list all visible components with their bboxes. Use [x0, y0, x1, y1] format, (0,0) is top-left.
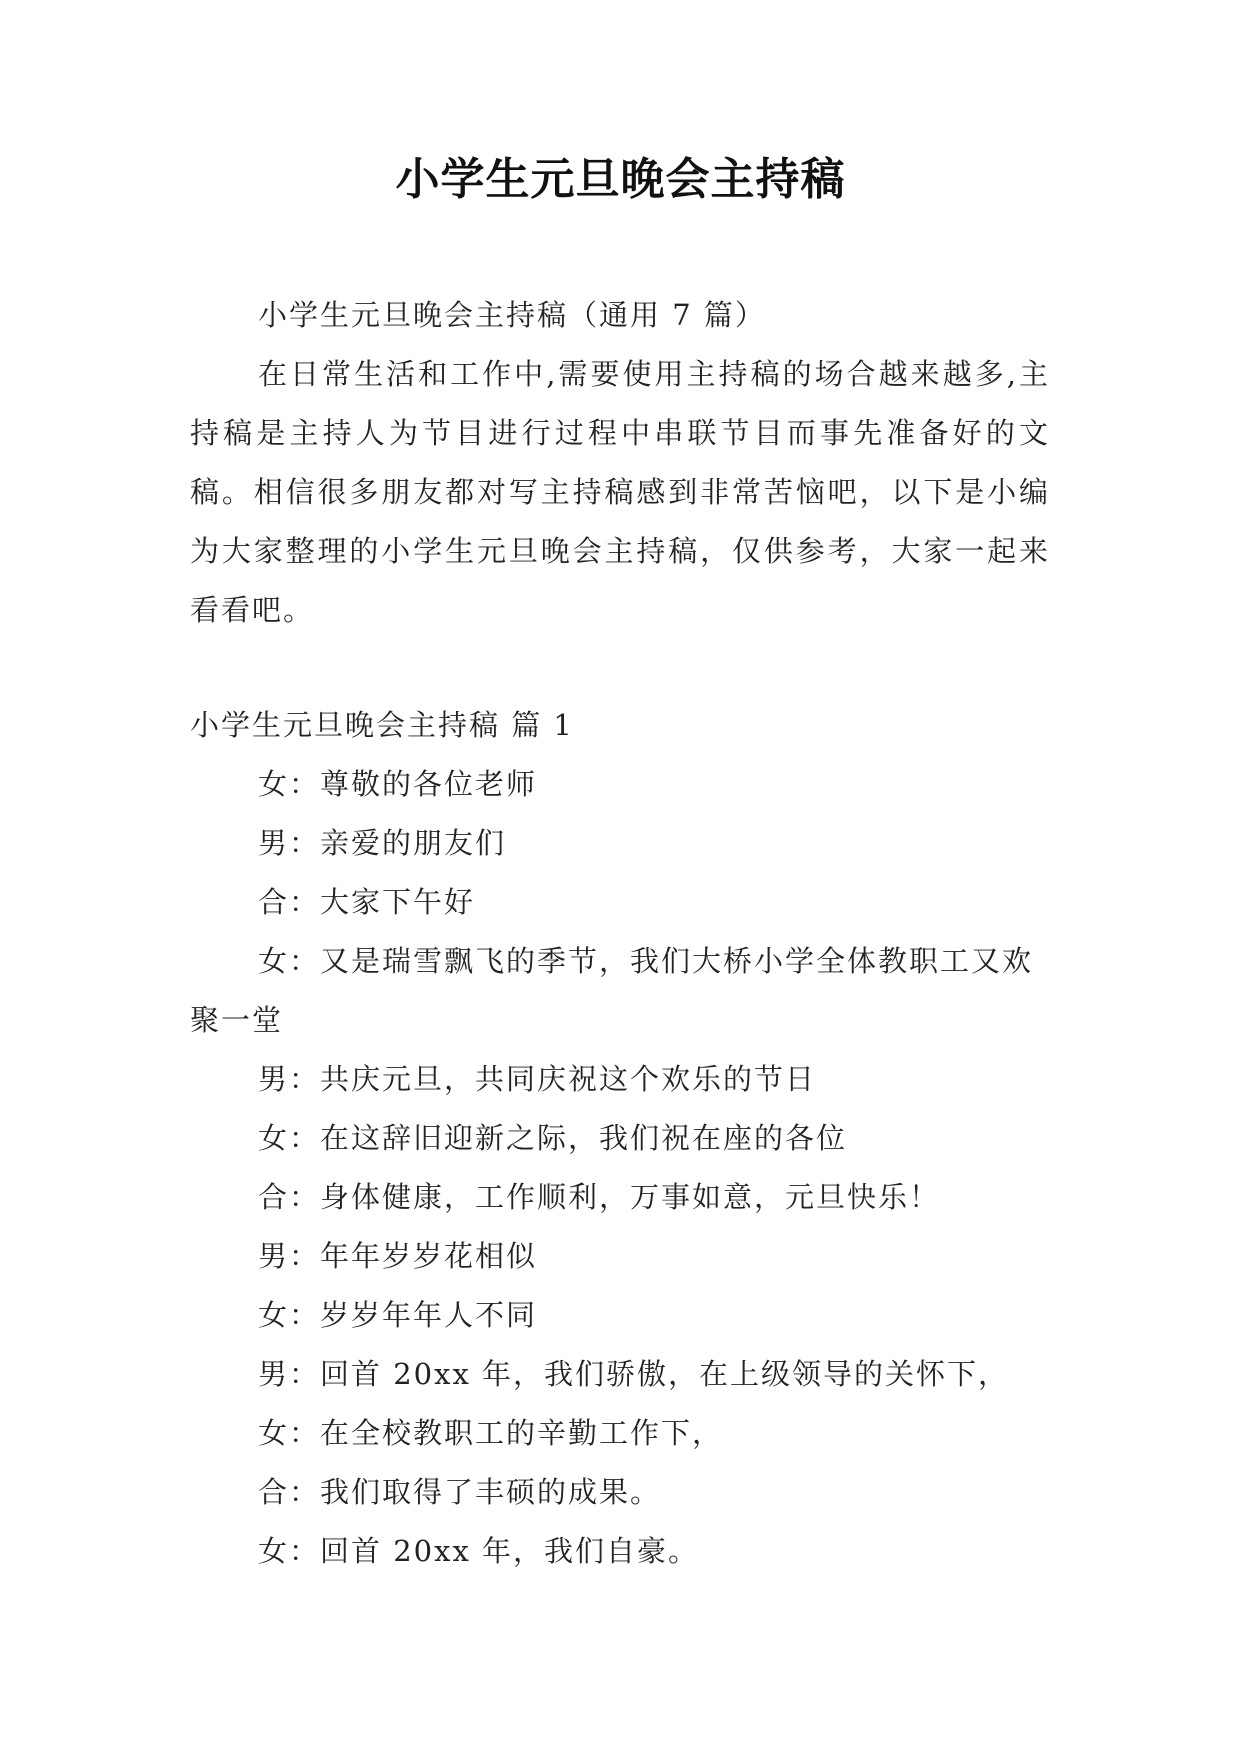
dialogue-line: 女：回首 20xx 年，我们自豪。 [258, 1534, 700, 1568]
dialogue-line: 合：我们取得了丰硕的成果。 [258, 1475, 662, 1509]
dialogue-line: 女：又是瑞雪飘飞的季节，我们大桥小学全体教职工又欢聚一堂 [190, 944, 1034, 1037]
dialogue-line: 男：回首 20xx 年，我们骄傲，在上级领导的关怀下， [258, 1357, 1010, 1391]
document-title: 小学生元旦晚会主持稿 [395, 154, 846, 205]
dialogue-line: 男：年年岁岁花相似 [258, 1239, 538, 1273]
dialogue-line: 女：岁岁年年人不同 [258, 1298, 538, 1332]
dialogue-line: 合：大家下午好 [258, 885, 476, 919]
section-heading: 小学生元旦晚会主持稿 篇 1 [190, 708, 574, 742]
document-subtitle: 小学生元旦晚会主持稿（通用 7 篇） [258, 298, 766, 332]
dialogue-line: 女：在全校教职工的辛勤工作下， [258, 1416, 724, 1450]
dialogue-line: 男：亲爱的朋友们 [258, 826, 507, 860]
document-body [190, 286, 1050, 1581]
dialogue-line: 合：身体健康，工作顺利，万事如意，元旦快乐！ [258, 1180, 941, 1214]
dialogue-line: 女：尊敬的各位老师 [258, 767, 538, 801]
dialogue-line: 女：在这辞旧迎新之际，我们祝在座的各位 [258, 1121, 848, 1155]
dialogue-line: 男：共庆元旦，共同庆祝这个欢乐的节日 [258, 1062, 817, 1096]
intro-paragraph: 在日常生活和工作中,需要使用主持稿的场合越来越多,主持稿是主持人为节目进行过程中串联节目而事先准备好的文稿。相信很多朋友都对写主持稿感到非常苦恼吧，以下是小编为大家整理的小学生元旦晚会主持稿，仅供参考，大家一起来看看吧。 [190, 357, 1050, 627]
